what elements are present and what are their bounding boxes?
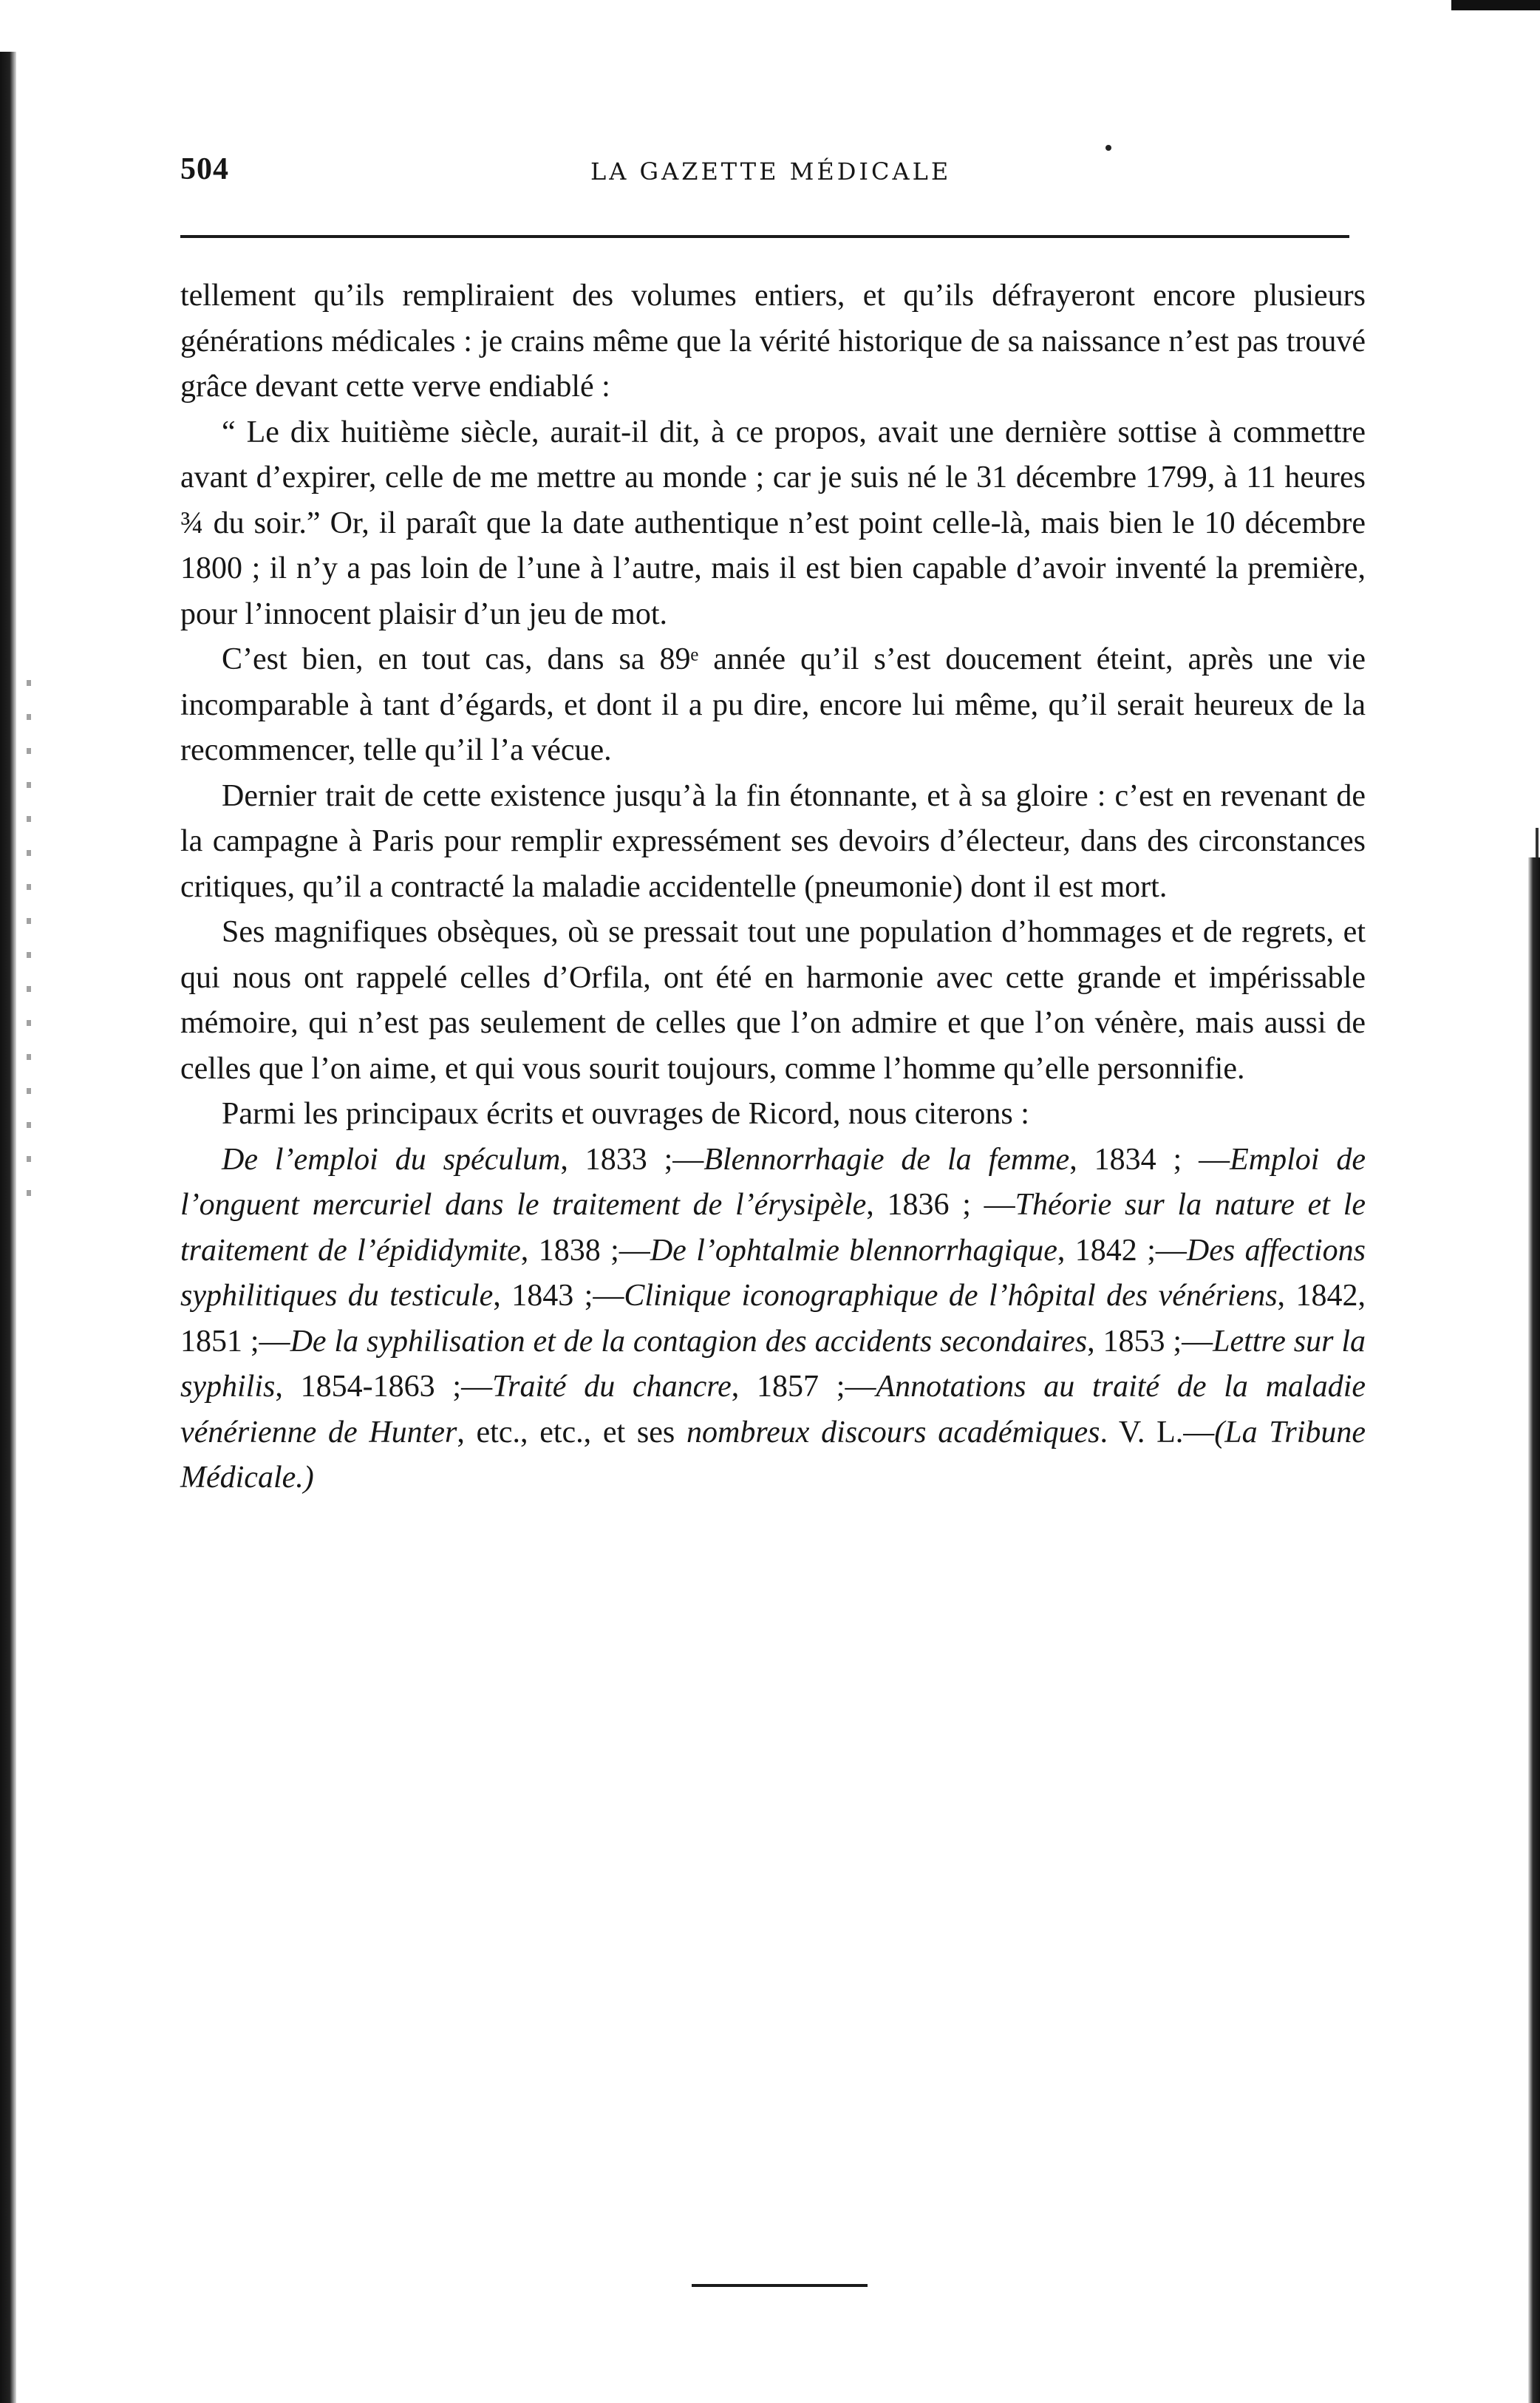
- paragraph-3: C’est bien, en tout cas, dans sa 89ᵉ année qu’il s’est doucement éteint, après une vie incomparable à tant d’égards, et dont il a pu dire, encore lui même, qu’il serait heureux de la recommencer, telle qu’il l’a vécue.: [180, 642, 1366, 767]
- work-title: nombreux discours académiques: [686, 1415, 1100, 1449]
- paragraph-4: Dernier trait de cette existence jusqu’à la fin étonnante, et à sa gloire : c’est en revenant de la campagne à Paris pour remplir expressément ses devoirs d’électeur, dans des circonstances critiques, qu’il a contracté la maladie accidentelle (pneumonie) dont il est mort.: [180, 778, 1366, 904]
- work-title: Traité du chancre: [492, 1370, 732, 1404]
- work-detail: , 1838 ;—: [520, 1233, 650, 1268]
- header-rule: [180, 235, 1349, 238]
- work-title: Théorie sur la nature et le traitement de l’épididymite: [180, 1188, 1366, 1268]
- work-title: Annotations au traité de la maladie vénérienne de Hunter: [180, 1370, 1366, 1449]
- paragraph-5: Ses magnifiques obsèques, où se pressait tout une population d’hommages et de regrets, et qui nous ont rappelé celles d’Orfila, ont été en harmonie avec cette grande et impérissable mémoire, qui n’est pas seulement de celles que l’on admire et que l’on vénère, mais aussi de celles que l’on aime, et qui vous sourit toujours, comme l’homme qu’elle personnifie.: [180, 915, 1366, 1086]
- work-detail: , 1833 ;—: [560, 1142, 704, 1177]
- paragraph-1: tellement qu’ils rempliraient des volumes entiers, et qu’ils défrayeront encore plusieurs générations médicales : je crains même que la vérité historique de sa naissance n’est pas trouvé grâce devant cette verve endiablé :: [180, 279, 1366, 404]
- work-title: Blennorrhagie de la femme: [703, 1142, 1070, 1177]
- work-detail: , etc., etc., et ses: [457, 1415, 686, 1449]
- scan-artifact-dot: [1105, 145, 1111, 151]
- works-list: [180, 1138, 1366, 1501]
- scan-artifact-specks: [27, 680, 31, 1197]
- work-title: Clinique iconographique de l’hôpital des vénériens: [624, 1279, 1278, 1313]
- work-title: De l’emploi du spéculum: [222, 1142, 561, 1177]
- scan-artifact-corner: [1451, 0, 1540, 10]
- work-title: Lettre sur la syphilis: [180, 1324, 1366, 1404]
- page-header: [180, 152, 1349, 203]
- work-title: Des affections syphilitiques du testicule: [180, 1233, 1366, 1313]
- paragraph-6: Parmi les principaux écrits et ouvrages de Ricord, nous citerons :: [222, 1097, 1029, 1131]
- end-rule: [692, 2284, 868, 2287]
- page-number: 504: [180, 152, 229, 186]
- work-detail: , 1836 ; —: [866, 1188, 1015, 1222]
- work-title: Emploi de l’onguent mercuriel dans le traitement de l’érysipèle: [180, 1142, 1366, 1222]
- work-detail: , 1834 ; —: [1069, 1142, 1230, 1177]
- work-detail: , 1842, 1851 ;—: [180, 1279, 1366, 1359]
- work-detail: , 1853 ;—: [1087, 1324, 1213, 1359]
- paragraph-2: “ Le dix huitième siècle, aurait-il dit, à ce propos, avait une dernière sottise à commettre avant d’expirer, celle de me mettre au monde ; car je suis né le 31 décembre 1799, à 11 heures ¾ du soir.” Or, il paraît que la date authentique n’est point celle-là, mais bien le 10 décembre 1800 ; il n’y a pas loin de l’une à l’autre, mais il est bien capable d’avoir inventé la première, pour l’innocent plaisir d’un jeu de mot.: [180, 415, 1366, 631]
- scan-artifact-right-edge: [1528, 857, 1540, 2403]
- work-detail: , 1854-1863 ;—: [275, 1370, 493, 1404]
- work-detail: , 1857 ;—: [731, 1370, 876, 1404]
- work-detail: , 1842 ;—: [1057, 1233, 1187, 1268]
- scan-artifact-right-mark: [1536, 828, 1539, 857]
- work-detail: . V. L.—: [1100, 1415, 1215, 1449]
- work-title: De la syphilisation et de la contagion des accidents secondaires: [290, 1324, 1088, 1359]
- source-citation: (La Tribune Médicale.): [180, 1415, 1366, 1495]
- article-body: [180, 273, 1366, 1501]
- work-title: De l’ophtalmie blennorrhagique: [650, 1233, 1057, 1268]
- running-title: LA GAZETTE MÉDICALE: [590, 157, 952, 186]
- scan-artifact-left-edge: [0, 52, 16, 2403]
- work-detail: , 1843 ;—: [493, 1279, 624, 1313]
